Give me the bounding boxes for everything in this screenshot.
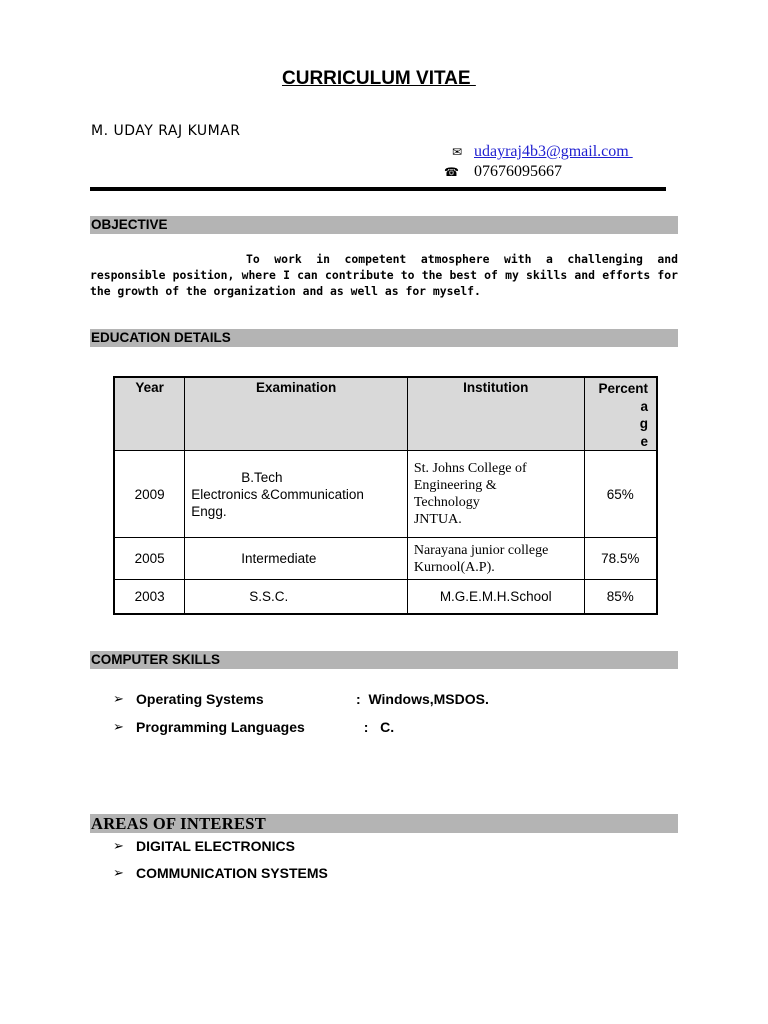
objective-body: To work in competent atmosphere with a challenging and responsible position, where I can contribute to the best of my skills and efforts for the growth of the organization and as well as for myself. [90,252,678,298]
phone-number: 07676095667 [474,163,562,180]
list-item [113,691,489,707]
interest-label: DIGITAL ELECTRONICS [136,838,295,854]
exam-cell: Intermediate [185,538,408,580]
table-header-row [114,377,657,451]
skill-value: : C. [356,719,395,735]
percentage-cell: 65% [584,451,657,538]
table-row [114,538,657,580]
document-title: CURRICULUM VITAE [282,68,476,89]
skill-label: Operating Systems [136,691,264,707]
skill-label: Programming Languages [136,719,305,735]
arrowhead-bullet-icon: ➢ [113,865,124,881]
envelope-icon: ✉ [452,145,463,159]
objective-text [90,251,678,299]
exam-cell: S.S.C. [185,580,408,614]
list-item [113,719,394,735]
inst-line: JNTUA. [413,512,462,527]
email-contact [452,143,633,161]
email-link[interactable]: udayraj4b3@gmail.com [474,143,633,160]
education-table [113,376,658,615]
year-cell: 2009 [114,451,185,538]
col-header-examination: Examination [185,377,408,451]
exam-cell [185,451,408,538]
pct-head-tail-2: g [639,416,648,431]
list-item [113,865,328,881]
percentage-cell: 85% [584,580,657,614]
pct-head-line1: Percent [598,381,648,396]
pct-head-tail-1: a [640,398,648,414]
candidate-name: M. UDAY RAJ KUMAR [91,123,241,139]
inst-line: Narayana junior college [413,542,549,558]
exam-line: Engg. [191,503,227,519]
areas-of-interest-heading: AREAS OF INTEREST [90,814,678,833]
exam-line: Electronics &Communication [191,486,364,502]
arrowhead-bullet-icon: ➢ [113,691,124,707]
interest-label: COMMUNICATION SYSTEMS [136,865,328,881]
table-row [114,451,657,538]
institution-cell [407,451,584,538]
objective-heading: OBJECTIVE [90,216,678,234]
phone-contact [444,163,562,181]
inst-line: Kurnool(A.P). [413,559,495,575]
table-row [114,580,657,614]
year-cell: 2005 [114,538,185,580]
arrowhead-bullet-icon: ➢ [113,719,124,735]
col-header-institution: Institution [407,377,584,451]
skill-value: : Windows,MSDOS. [356,691,489,707]
list-item [113,838,295,854]
inst-line: Engineering & [413,478,497,493]
exam-line: B.Tech [241,469,283,485]
col-header-year: Year [114,377,185,451]
inst-line: St. Johns College of [413,461,527,476]
arrowhead-bullet-icon: ➢ [113,838,124,854]
header-divider [90,187,666,191]
institution-cell: M.G.E.M.H.School [407,580,584,614]
percentage-cell: 78.5% [584,538,657,580]
computer-skills-heading: COMPUTER SKILLS [90,651,678,669]
telephone-icon: ☎ [444,165,459,179]
year-cell: 2003 [114,580,185,614]
col-header-percentage [584,377,657,451]
pct-head-tail-3: e [640,433,648,449]
inst-line: Technology [413,495,480,510]
institution-cell [407,538,584,580]
education-heading: EDUCATION DETAILS [90,329,678,347]
